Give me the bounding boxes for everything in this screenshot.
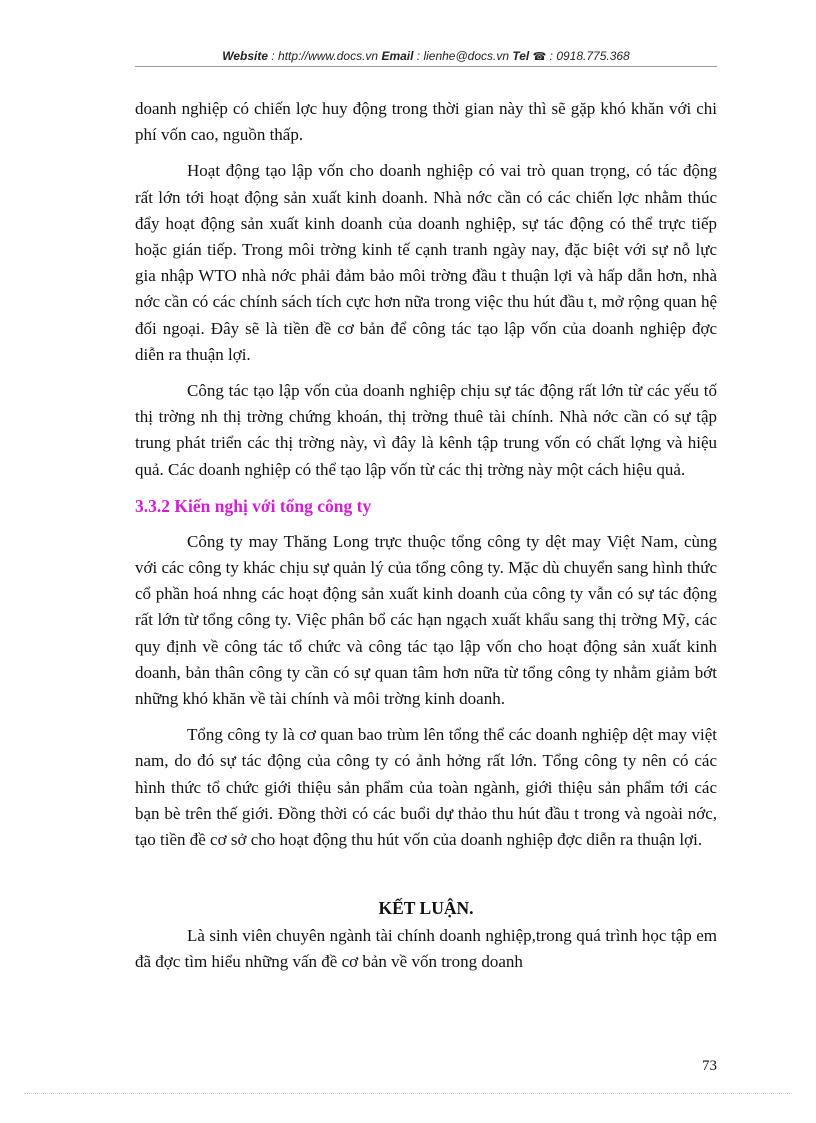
conclusion-heading: KẾT LUẬN.	[378, 898, 474, 919]
paragraph: Là sinh viên chuyên ngành tài chính doanh nghiệp,trong quá trình học tập em đã đợc tìm hiểu những vấn đề cơ bản về vốn trong doanh	[135, 926, 717, 972]
page-header	[135, 49, 717, 63]
page-number: 73	[702, 1058, 717, 1074]
section-heading: 3.3.2 Kiến nghị với tổng công ty	[135, 495, 372, 516]
paragraph: Công tác tạo lập vốn của doanh nghiệp chịu sự tác động rất lớn từ các yếu tố thị trờng nh thị trờng chứng khoán, thị trờng thuê tài chính. Nhà nớc cần có sự tập trung phát triển các thị trờng này, vì đây là kênh tập trung vốn có chất lợng và hiệu quả. Các doanh nghiệp có thể tạo lập vốn từ các thị trờng này một cách hiệu quả.	[135, 381, 717, 479]
paragraph: Công ty may Thăng Long trực thuộc tổng công ty dệt may Việt Nam, cùng với các công ty khác chịu sự quản lý của tổng công ty. Mặc dù chuyển sang hình thức cổ phần hoá nhng các hoạt động sản xuất kinh doanh của công ty vẫn có sự tác động rất lớn từ tổng công ty. Việc phân bổ các hạn ngạch xuất khẩu sang thị trờng Mỹ, các quy định về công tác tổ chức và công tác tạo lập vốn cho hoạt động sản xuất kinh doanh, bản thân công ty cần có sự quan tâm hơn nữa từ tổng công ty nhằm giảm bớt những khó khăn về tài chính và môi trờng kinh doanh.	[135, 531, 717, 709]
phone-icon: ☎	[532, 51, 547, 63]
header-rule	[135, 66, 717, 67]
email-value: : lienhe@docs.vn	[413, 49, 513, 63]
document-body	[135, 96, 717, 986]
website-label: Website	[222, 49, 269, 63]
website-value: : http://www.docs.vn	[268, 49, 382, 63]
paragraph: doanh nghiệp có chiến lợc huy động trong thời gian này thì sẽ gặp khó khăn với chi phí vốn cao, nguồn thấp.	[135, 99, 717, 145]
tel-label: Tel	[512, 49, 530, 63]
email-label: Email	[381, 49, 414, 63]
page-footer-divider	[24, 1093, 792, 1094]
tel-value: : 0918.775.368	[546, 49, 630, 63]
paragraph: Hoạt động tạo lập vốn cho doanh nghiệp có vai trò quan trọng, có tác động rất lớn tới hoạt động sản xuất kinh doanh. Nhà nớc cần có các chiến lợc nhằm thúc đẩy hoạt động sản xuất kinh doanh của doanh nghiệp, sự tác động có thể trực tiếp hoặc gián tiếp. Trong môi trờng kinh tế cạnh tranh ngày nay, đặc biệt với sự nỗ lực gia nhập WTO nhà nớc phải đảm bảo môi trờng đầu t thuận lợi và hấp dẫn hơn, nhà nớc cần có các chính sách tích cực hơn nữa trong việc thu hút đầu t, mở rộng quan hệ đối ngoại. Đây sẽ là tiền đề cơ bản để công tác tạo lập vốn của doanh nghiệp đợc diễn ra thuận lợi.	[135, 161, 717, 364]
paragraph: Tổng công ty là cơ quan bao trùm lên tổng thể các doanh nghiệp dệt may việt nam, do đó sự tác động của công ty có ảnh hởng rất lớn. Tổng công ty nên có các hình thức tổ chức giới thiệu sản phẩm của toàn ngành, giới thiệu sản phẩm tới các bạn bè trên thế giới. Đồng thời có các buổi dự thảo thu hút đầu t trong và ngoài nớc, tạo tiền đề cơ sở cho hoạt động thu hút vốn của doanh nghiệp đợc diễn ra thuận lợi.	[135, 725, 717, 850]
